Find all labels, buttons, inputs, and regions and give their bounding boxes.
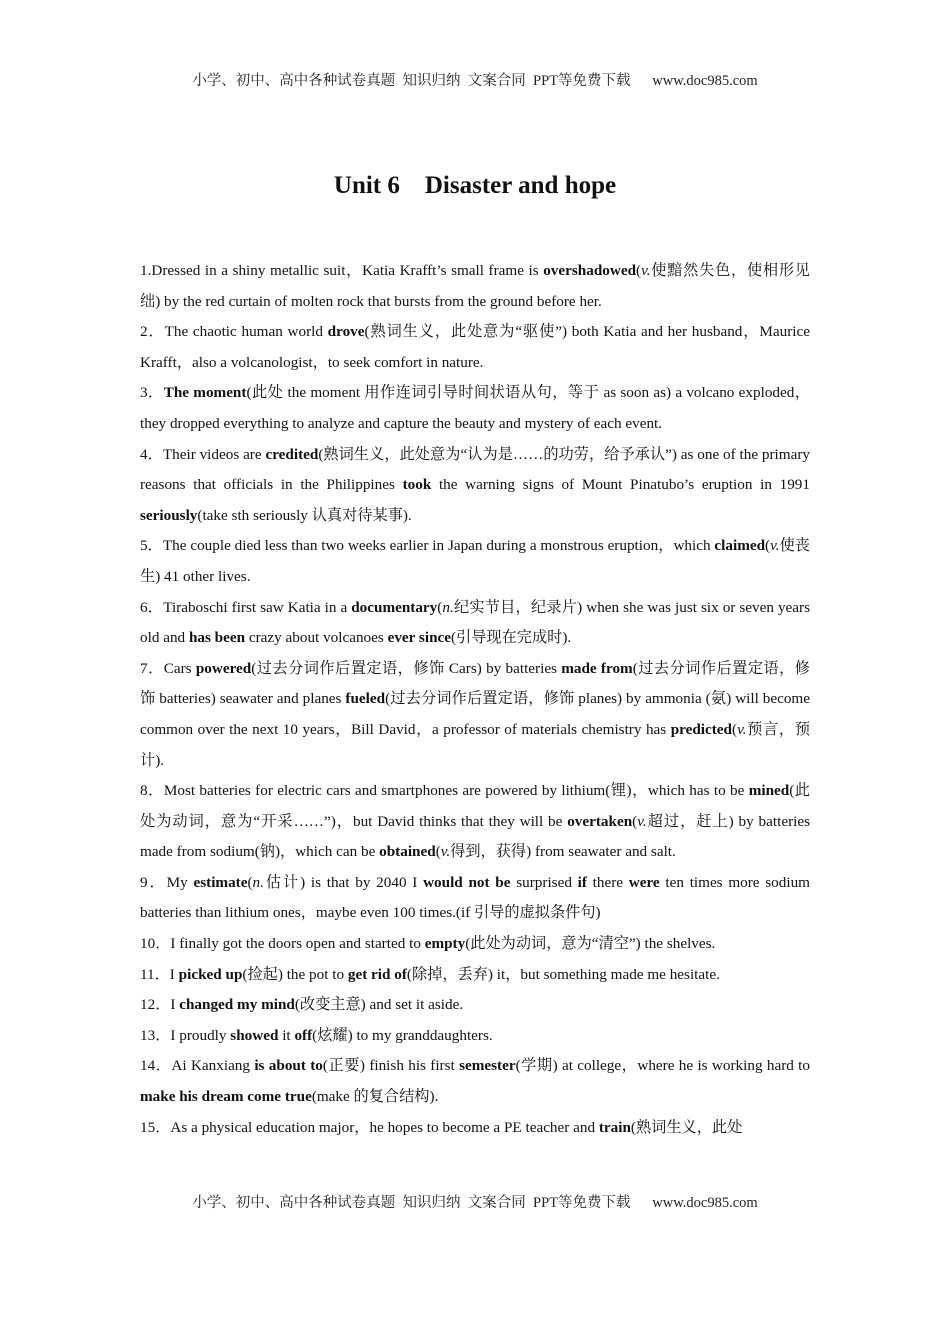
keyword: fueled — [345, 690, 386, 708]
text-run: ( — [247, 873, 253, 891]
text-run: ( — [732, 720, 738, 738]
text-run: 13．I proudly — [140, 1026, 231, 1044]
keyword: seriously — [140, 506, 198, 524]
text-run: 15．As a physical education major，he hopes to become a PE teacher and — [140, 1118, 599, 1136]
text-run: (引导现在完成时). — [451, 629, 572, 647]
keyword: powered — [195, 659, 252, 677]
part-of-speech: v. — [440, 843, 451, 861]
sentence-item — [140, 1051, 810, 1112]
keyword: took — [402, 476, 432, 494]
part-of-speech: v. — [770, 537, 780, 555]
text-run: ( — [435, 843, 441, 861]
text-run: 10．I finally got the doors open and started to — [140, 935, 425, 953]
sentence-item — [140, 256, 810, 317]
text-run: (过去分词作后置定语，修饰 planes) by ammonia (氨) will become common over the next 10 years，Bill David，a professor of materials chemistry has — [140, 690, 810, 738]
text-run: (make 的复合结构). — [311, 1088, 439, 1106]
text-run: (改变主意) and set it aside. — [294, 996, 464, 1014]
text-run: 2．The chaotic human world — [140, 323, 328, 341]
text-run: 8．Most batteries for electric cars and smartphones are powered by lithium(锂)，which has to be — [140, 782, 749, 800]
keyword: get rid of — [347, 965, 407, 983]
keyword: make his dream come true — [140, 1088, 312, 1106]
text-run: crazy about volcanoes — [245, 629, 388, 647]
sentence-item — [140, 654, 810, 776]
part-of-speech: v. — [641, 262, 651, 279]
keyword: were — [628, 873, 660, 891]
text-run: there — [586, 873, 629, 891]
keyword: overtaken — [567, 812, 633, 830]
sentence-item — [140, 593, 810, 654]
text-run: (过去分词作后置定语，修饰 batteries) seawater and planes — [140, 659, 810, 708]
text-run: it — [278, 1026, 295, 1044]
keyword: ever since — [387, 629, 451, 647]
keyword: semester — [459, 1057, 516, 1075]
keyword: if — [577, 873, 587, 891]
keyword: claimed — [714, 537, 766, 555]
keyword: obtained — [379, 843, 436, 861]
text-run: 得到，获得) from seawater and salt. — [450, 843, 676, 861]
text-run: 6．Tiraboschi first saw Katia in a — [140, 598, 352, 616]
text-run: 5．The couple died less than two weeks earlier in Japan during a monstrous eruption，which — [140, 537, 715, 555]
text-run: (熟词生义，此处意为“认为是……的功劳，给予承认”) as one of the primary reasons that officials in the Philippines — [140, 445, 810, 494]
text-run: 纪实节目，纪录片) when she was just six or seven years old and — [140, 598, 810, 647]
text-run: 9．My — [140, 873, 194, 891]
keyword: empty — [424, 935, 466, 953]
text-run: 7．Cars — [140, 659, 196, 677]
keyword: The moment — [163, 384, 247, 402]
text-run: the warning signs of Mount Pinatubo’s eruption in 1991 — [431, 476, 810, 494]
text-run: (此处为动词，意为“清空”) the shelves. — [465, 935, 716, 953]
document-body — [140, 256, 810, 1143]
part-of-speech: v. — [737, 720, 747, 738]
text-run: 4．Their videos are — [140, 445, 266, 463]
text-run: 14．Ai Kanxiang — [140, 1057, 255, 1075]
part-of-speech: v. — [637, 812, 647, 830]
text-run: ten times more sodium batteries than lithium ones，maybe even 100 times.(if 引导的虚拟条件句) — [140, 873, 810, 922]
text-run: 预言，预计). — [140, 720, 810, 769]
sentence-item — [140, 929, 810, 960]
keyword: changed my mind — [179, 996, 295, 1014]
text-run: ( — [765, 537, 771, 555]
text-run: 11．I — [140, 965, 179, 983]
text-run: (熟词生义，此处意为“驱使”) both Katia and her husband，Maurice Krafft，also a volcanologist，to seek comfort in nature. — [140, 323, 810, 371]
text-run: 估计) is that by 2040 I — [263, 873, 424, 891]
keyword: is about to — [254, 1057, 323, 1075]
keyword: made from — [561, 659, 633, 677]
keyword: showed — [230, 1026, 279, 1044]
text-run: (熟词生义，此处 — [630, 1118, 743, 1136]
text-run: 1.Dressed in a shiny metallic suit，Katia Krafft’s small frame is — [140, 262, 544, 279]
text-run: (take sth seriously 认真对待某事). — [197, 506, 412, 524]
keyword: off — [294, 1026, 313, 1044]
part-of-speech: n. — [442, 598, 454, 616]
part-of-speech: n. — [252, 873, 264, 891]
text-run: ( — [437, 598, 443, 616]
text-run: (正要) finish his first — [322, 1057, 460, 1075]
keyword: credited — [265, 445, 319, 463]
keyword: train — [598, 1118, 631, 1136]
text-run: (捡起) the pot to — [242, 965, 348, 983]
sentence-item — [140, 990, 810, 1021]
sentence-item — [140, 1021, 810, 1052]
text-run: (除掉，丢弃) it，but something made me hesitate. — [406, 965, 720, 983]
sentence-item — [140, 960, 810, 991]
keyword: picked up — [178, 965, 243, 983]
page-header: 小学、初中、高中各种试卷真题 知识归纳 文案合同 PPT等免费下载 www.doc985.com — [192, 73, 758, 89]
page-footer: 小学、初中、高中各种试卷真题 知识归纳 文案合同 PPT等免费下载 www.doc985.com — [192, 1195, 758, 1211]
sentence-item — [140, 1113, 810, 1144]
keyword: has been — [188, 629, 246, 647]
keyword: drove — [327, 323, 365, 341]
sentence-item — [140, 868, 810, 929]
text-run: 12．I — [140, 996, 180, 1014]
text-run: surprised — [510, 873, 578, 891]
sentence-item — [140, 440, 810, 532]
text-run: 超过，赶上) by batteries made from sodium(钠)，which can be — [140, 812, 810, 861]
keyword: estimate — [193, 873, 248, 891]
sentence-item — [140, 378, 810, 439]
sentence-item — [140, 776, 810, 868]
keyword: documentary — [351, 598, 438, 616]
text-run: 使黯然失色，使相形见绌) by the red curtain of molten rock that bursts from the ground before her. — [140, 262, 810, 310]
text-run: (此处为动词，意为“开采……”)，but David thinks that they will be — [140, 782, 810, 830]
text-run: 3． — [140, 384, 164, 402]
text-run: (此处 the moment 用作连词引导时间状语从句，等于 as soon as) a volcano exploded，they dropped everything to analyze and capture the beauty and mystery of each event. — [140, 384, 810, 432]
text-run: 使丧生) 41 other lives. — [140, 537, 810, 585]
text-run: (学期) at college，where he is working hard to — [515, 1057, 810, 1075]
sentence-item — [140, 531, 810, 592]
page-title: Unit 6 Disaster and hope — [333, 172, 617, 199]
text-run: (过去分词作后置定语，修饰 Cars) by batteries — [251, 659, 562, 677]
text-run: (炫耀) to my granddaughters. — [312, 1026, 493, 1044]
keyword: predicted — [670, 720, 732, 738]
text-run: ( — [632, 812, 638, 830]
keyword: would not be — [423, 873, 511, 891]
keyword: overshadowed — [543, 262, 637, 279]
text-run: ( — [636, 262, 642, 279]
sentence-item — [140, 317, 810, 378]
keyword: mined — [748, 782, 790, 800]
